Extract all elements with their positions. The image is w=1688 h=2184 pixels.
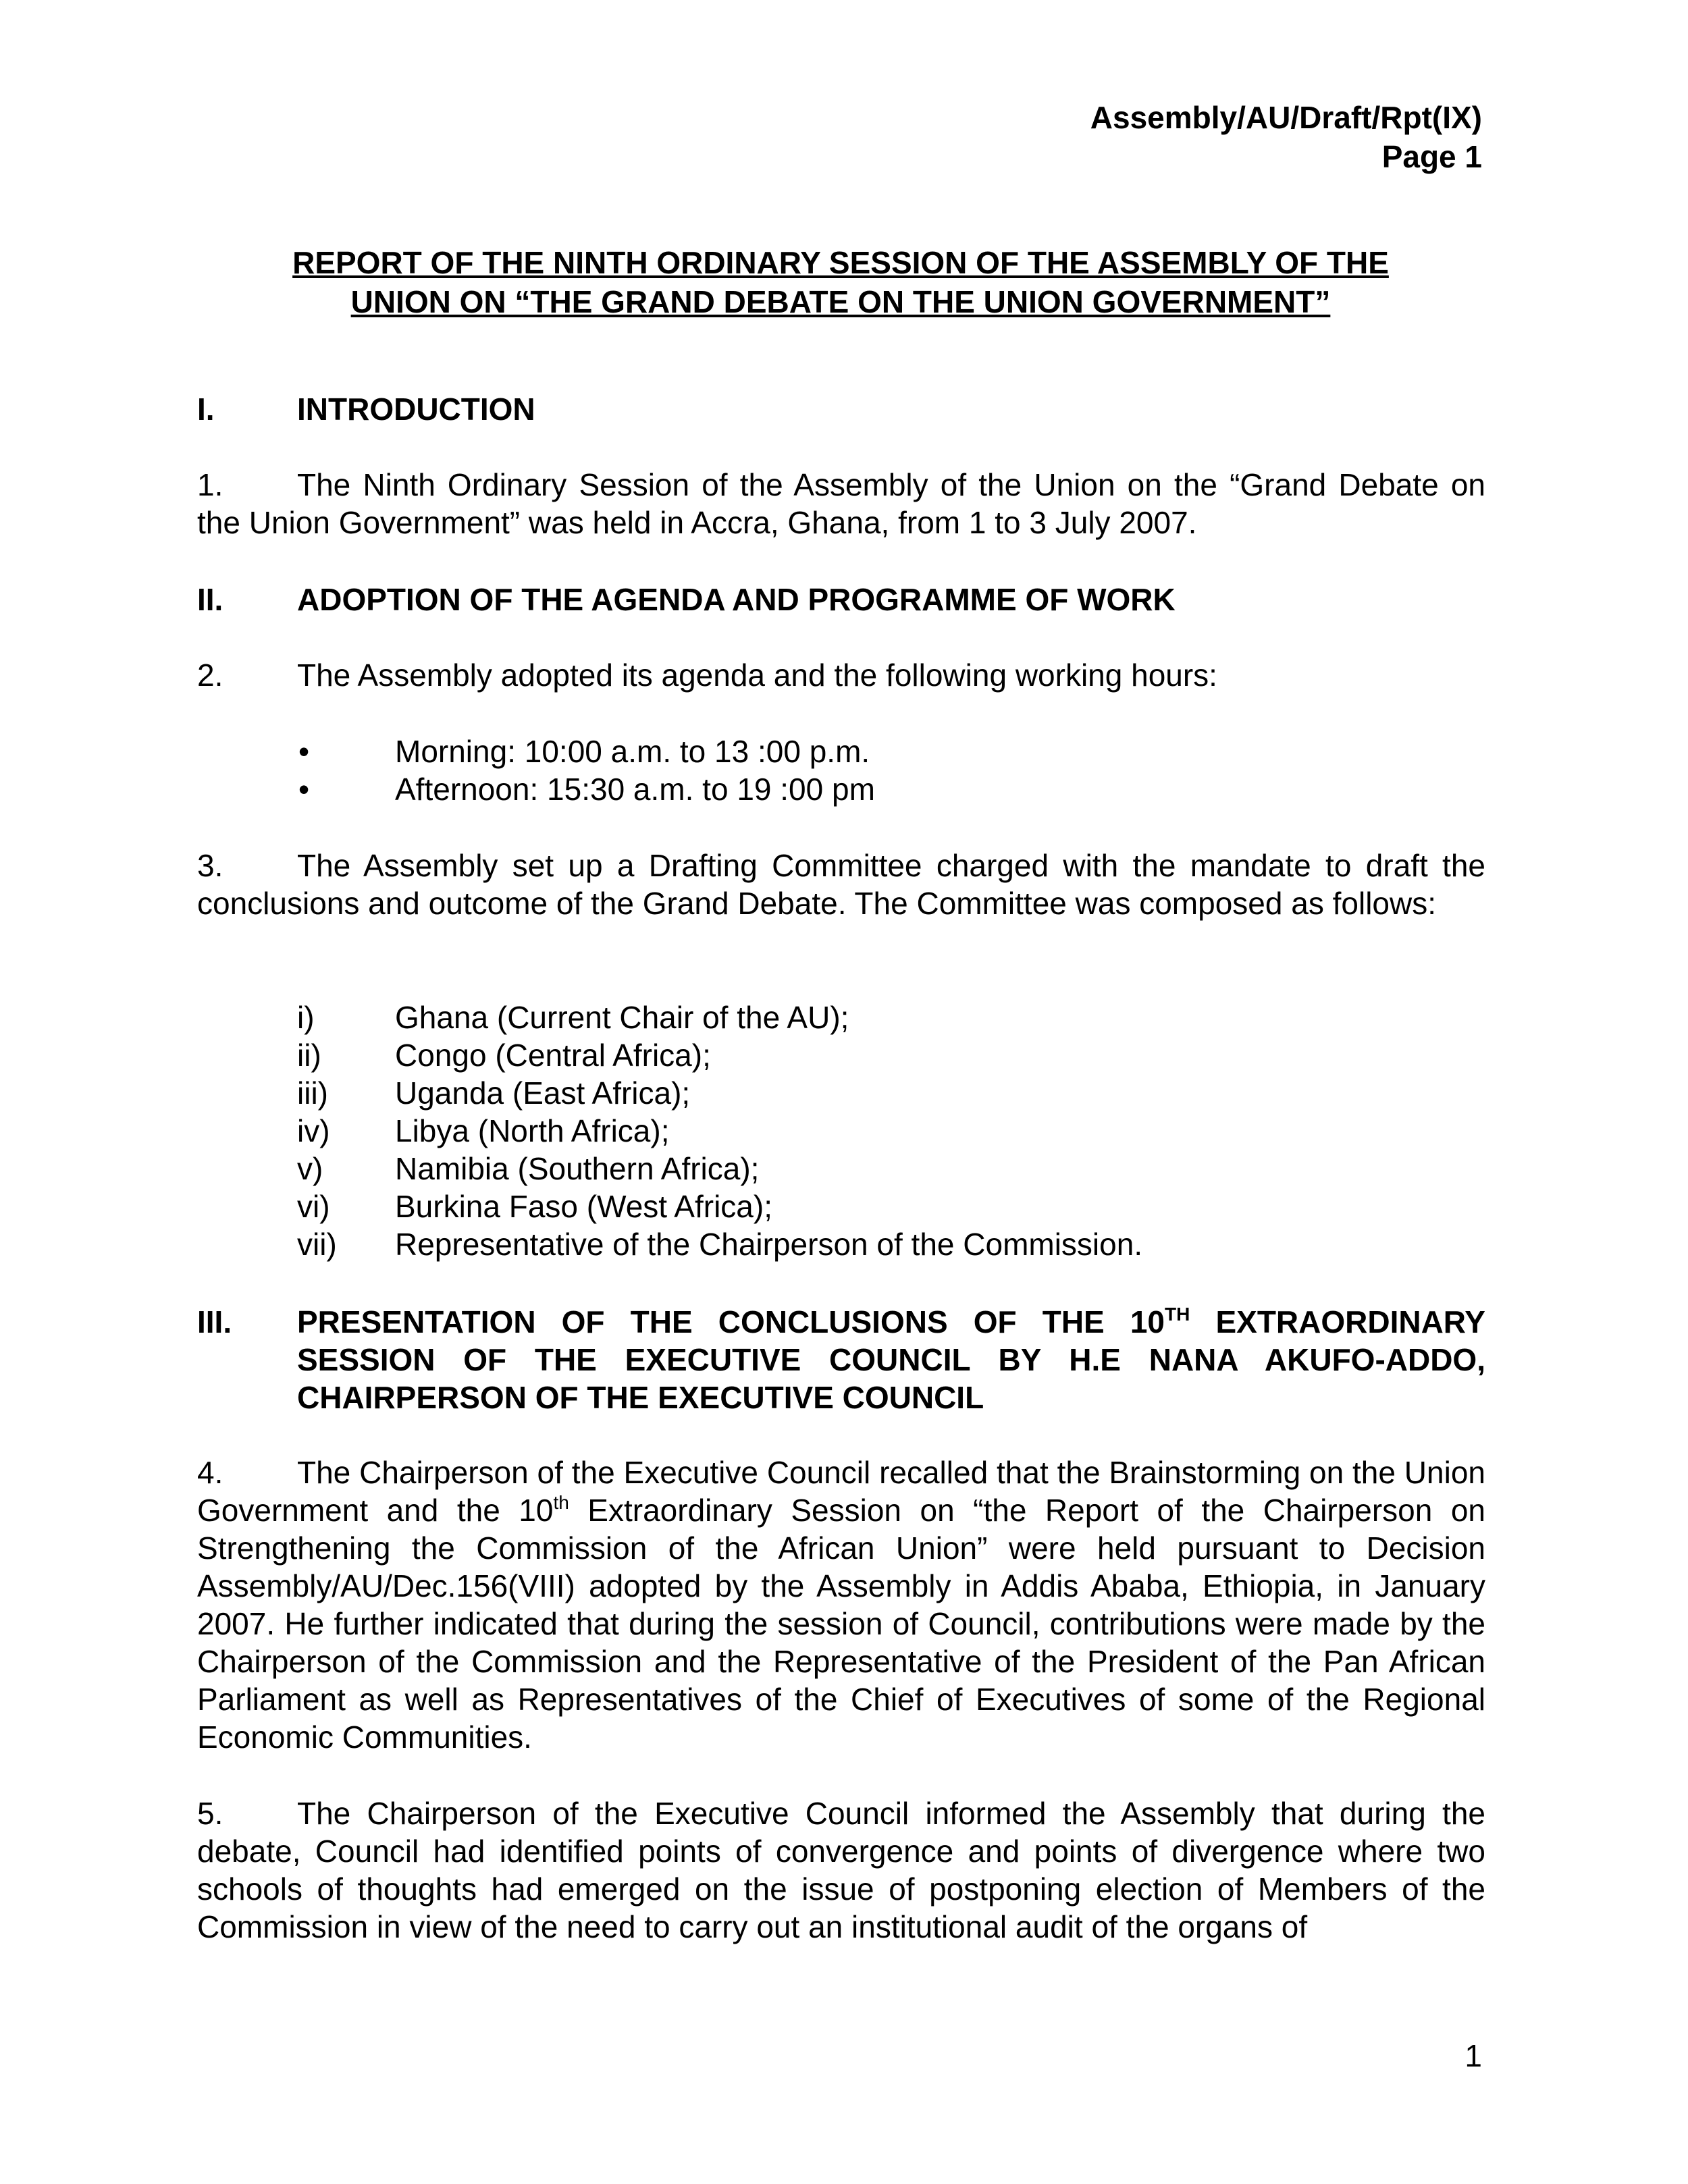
- paragraph-text: The Ninth Ordinary Session of the Assembly of the Union on the “Grand Debate on the Union Government” was held in Accra, Ghana, from 1 to 3 July 2007.: [197, 467, 1485, 540]
- list-marker: v): [297, 1151, 323, 1186]
- paragraph-5: [197, 1794, 1485, 1946]
- paragraph-text: The Chairperson of the Executive Council recalled that the Brainstorming on the Union Government and the 10th Extraordinary Session on “the Report of the Chairperson on Strengthening the Commission of the African Union” were held pursuant to Decision Assembly/AU/Dec.156(VIII) adopted by the Assembly in Addis Ababa, Ethiopia, in January 2007. He further indicated that during the session of Council, contributions were made by the Chairperson of the Commission and the Representative of the President of the Pan African Parliament as well as Representatives of the Chief of Executives of some of the Regional Economic Communities.: [197, 1455, 1485, 1755]
- section-heading-presentation: [197, 1303, 1485, 1416]
- header-page-label: Page 1: [1381, 139, 1482, 174]
- list-marker: i): [297, 1000, 315, 1035]
- bullet-icon: •: [298, 734, 310, 769]
- bullet-icon: •: [298, 772, 310, 807]
- section-number: III.: [197, 1304, 232, 1339]
- section-title: PRESENTATION OF THE CONCLUSIONS OF THE 10TH EXTRAORDINARY SESSION OF THE EXECUTIVE COUNCIL BY H.E NANA AKUFO-ADDO, CHAIRPERSON OF THE EXECUTIVE COUNCIL: [297, 1304, 1485, 1415]
- report-title-line-1: REPORT OF THE NINTH ORDINARY SESSION OF THE ASSEMBLY OF THE: [292, 245, 1389, 280]
- paragraph-number: 3.: [197, 848, 223, 883]
- document-reference: Assembly/AU/Draft/Rpt(IX): [1090, 100, 1482, 135]
- paragraph-number: 4.: [197, 1455, 223, 1490]
- report-title-line-2: UNION ON “THE GRAND DEBATE ON THE UNION GOVERNMENT”: [350, 284, 1331, 319]
- document-page: Assembly/AU/Draft/Rpt(IX) Page 1 REPORT OF THE NINTH ORDINARY SESSION OF THE ASSEMBLY OF THE UNION ON “THE GRAND DEBATE ON THE UNION GOVERNMENT” I. INTRODUCTION 1. The Ninth Ordinary Session of the Assembly of the Union on the “Grand Debate on the Union Government” was held in Accra, Ghana, from 1 to 3 July 2007. II. ADOPTION OF THE AGENDA AND PROGRAMME OF WORK 2. The Assembly adopted its agenda and the following working hours: • Morning: 10:00 a.m. to 13 :00 p.m. • Afternoon: 15:30 a.m. to 19 :00 pm 3. The Assembly set up a Drafting Committee charged with the mandate to draft the conclusions and outcome of the Grand Debate. The Committee was composed as follows: i) Ghana (Current Chair of the AU); ii) Congo (Central Africa); iii) Uganda (East Africa); iv) Libya (North Africa); v) Namibia (Southern Africa); vi) Burkina Faso (West Africa); vii) Representative of the Chairperson of the Commission. III. PRESENTATION OF THE CONCLUSIONS OF THE 10TH EXTRAORDINARY SESSION OF THE EXECUTIVE COUNCIL BY H.E NANA AKUFO-ADDO, CHAIRPERSON OF THE EXECUTIVE COUNCIL 4. The Chairperson of the Executive Council recalled that the Brainstorming on the Union Government and the 10th Extraordinary Session on “the Report of the Chairperson on Strengthening the Commission of the African Union” were held pursuant to Decision Assembly/AU/Dec.156(VIII) adopted by the Assembly in Addis Ababa, Ethiopia, in January 2007. He further indicated that during the session of Council, contributions were made by the Chairperson of the Commission and the Representative of the President of the Pan African Parliament as well as Representatives of the Chief of Executives of some of the Regional Economic Communities. 5. The Chairperson of the Executive Council informed the Assembly that during the debate, Council had identified points of convergence and points of divergence where two schools of thoughts had emerged on the issue of postponing election of Members of the Commission in view of the need to carry out an institutional audit of the organs of 1: [0, 0, 1688, 2184]
- list-marker: ii): [297, 1038, 321, 1073]
- paragraph-number: 1.: [197, 467, 223, 502]
- section-number: II.: [197, 582, 223, 617]
- paragraph-text: The Assembly adopted its agenda and the following working hours:: [297, 658, 1217, 693]
- paragraph-text: The Assembly set up a Drafting Committee charged with the mandate to draft the conclusions and outcome of the Grand Debate. The Committee was composed as follows:: [197, 848, 1485, 921]
- list-marker: iv): [297, 1113, 330, 1148]
- list-marker: vii): [297, 1227, 337, 1262]
- section-title: INTRODUCTION: [297, 392, 535, 427]
- section-title: ADOPTION OF THE AGENDA AND PROGRAMME OF WORK: [297, 582, 1176, 617]
- list-marker: iii): [297, 1075, 328, 1111]
- section-number: I.: [197, 392, 215, 427]
- paragraph-text: The Chairperson of the Executive Council informed the Assembly that during the debate, Council had identified points of convergence and points of divergence where two schools of thoughts had emerged on the issue of postponing election of Members of the Commission in view of the need to carry out an institutional audit of the organs of: [197, 1796, 1485, 1944]
- paragraph-3: [197, 847, 1485, 922]
- list-marker: vi): [297, 1189, 330, 1224]
- paragraph-number: 2.: [197, 658, 223, 693]
- paragraph-4: [197, 1454, 1485, 1756]
- page-number: 1: [1465, 2038, 1482, 2073]
- section-heading-adoption: [197, 581, 1485, 618]
- paragraph-2: [197, 656, 1485, 694]
- report-title: [196, 243, 1485, 321]
- paragraph-1: [197, 466, 1485, 541]
- section-heading-introduction: [197, 390, 1485, 428]
- running-header: [1090, 98, 1482, 176]
- paragraph-number: 5.: [197, 1796, 223, 1831]
